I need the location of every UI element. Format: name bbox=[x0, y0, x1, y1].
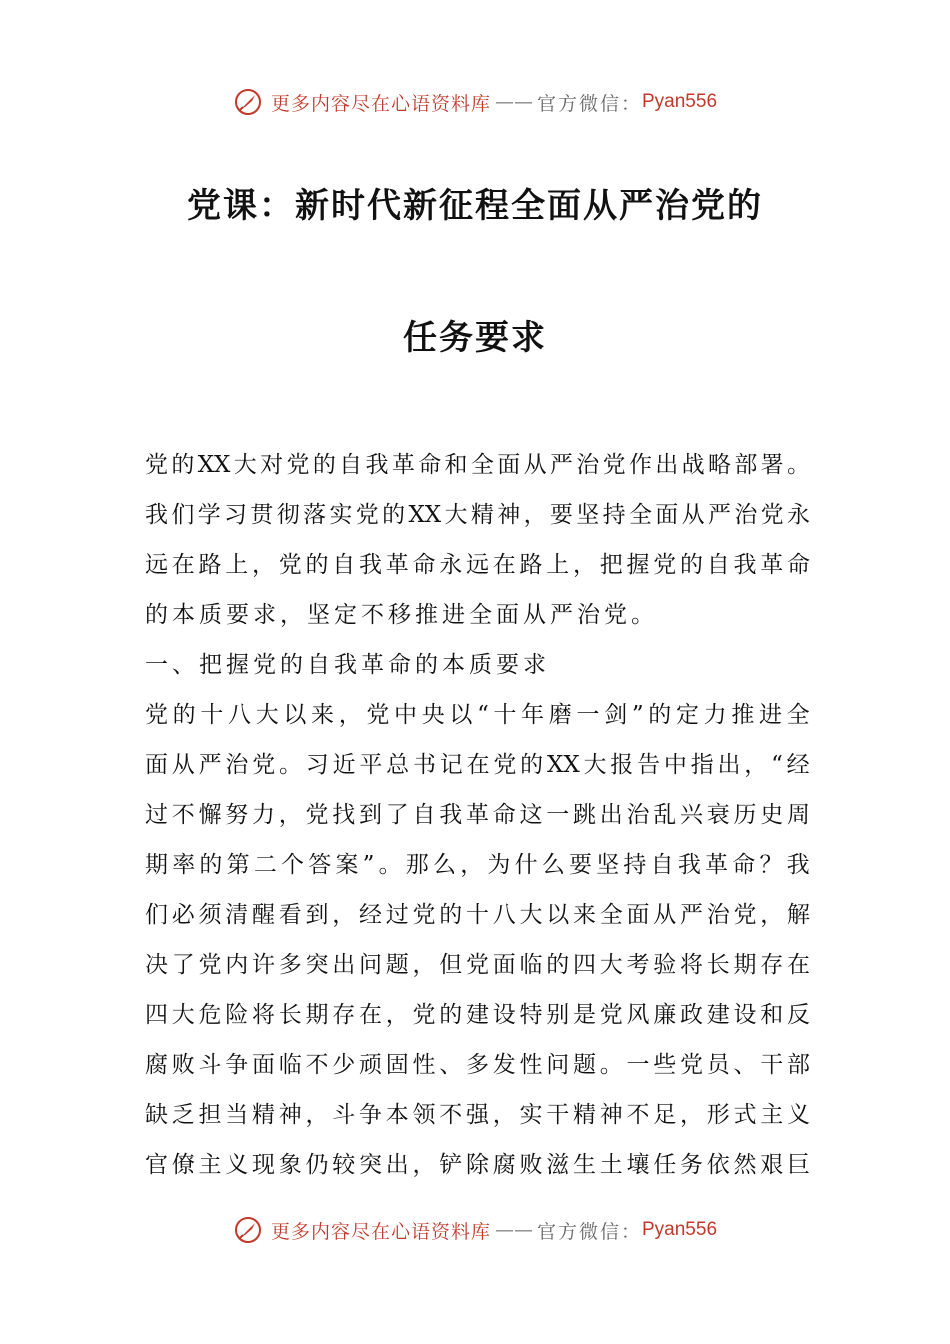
body-line: 期 率 的 第 二 个 答 案 ” 。 那 么 ， 为 什 么 要 坚 持 自 我 革 命 ？ 我 bbox=[145, 852, 810, 878]
banner-separator: —— bbox=[494, 1219, 533, 1241]
body-line: 腐 败 斗 争 面 临 不 少 顽 固 性 、 多 发 性 问 题 。 一 些 党 员 、 干 部 bbox=[145, 1052, 810, 1078]
body-line: 缺 乏 担 当 精 神 ， 斗 争 本 领 不 强 ， 实 干 精 神 不 足 ， 形 式 主 义 bbox=[145, 1102, 810, 1128]
header-watermark-banner bbox=[0, 82, 950, 122]
banner-text: 更多内容尽在心语资料库 bbox=[270, 92, 491, 115]
quill-pen-icon bbox=[233, 87, 263, 117]
body-line: 党 的 十 八 大 以 来 ， 党 中 央 以 “ 十 年 磨 一 剑 ” 的 定 力 推 进 全 bbox=[145, 702, 810, 728]
body-line: 过 不 懈 努 力 ， 党 找 到 了 自 我 革 命 这 一 跳 出 治 乱 兴 衰 历 史 周 bbox=[145, 802, 810, 828]
banner-wechat-id: Pyan556 bbox=[642, 91, 718, 112]
body-line: 我 们 学 习 贯 彻 落 实 党 的 XX 大 精 神 ， 要 坚 持 全 面 从 严 治 党 永 bbox=[145, 502, 810, 528]
banner-wechat-label: 官方微信： bbox=[536, 92, 642, 115]
body-line: 官 僚 主 义 现 象 仍 较 突 出 ， 铲 除 腐 败 滋 生 土 壤 任 务 依 然 艰 巨 bbox=[145, 1152, 810, 1178]
banner-wechat-label: 官方微信： bbox=[536, 1220, 642, 1243]
quill-pen-icon bbox=[233, 1215, 263, 1245]
body-line: 们 必 须 清 醒 看 到 ， 经 过 党 的 十 八 大 以 来 全 面 从 严 治 党 ， 解 bbox=[145, 902, 810, 928]
body-line: 远 在 路 上 ， 党 的 自 我 革 命 永 远 在 路 上 ， 把 握 党 的 自 我 革 命 bbox=[145, 552, 810, 578]
body-line: 决 了 党 内 许 多 突 出 问 题 ， 但 党 面 临 的 四 大 考 验 将 长 期 存 在 bbox=[145, 952, 810, 978]
banner-separator: —— bbox=[494, 91, 533, 113]
document-body bbox=[145, 440, 810, 1190]
footer-watermark-banner bbox=[0, 1210, 950, 1250]
body-line: 党 的 XX 大 对 党 的 自 我 革 命 和 全 面 从 严 治 党 作 出 战 略 部 署 。 bbox=[145, 452, 810, 478]
body-line: 的本质要求，坚定不移推进全面从严治党。 bbox=[145, 602, 658, 628]
banner-wechat-id: Pyan556 bbox=[642, 1219, 718, 1240]
body-line: 一、把握党的自我革命的本质要求 bbox=[145, 652, 550, 678]
banner-text: 更多内容尽在心语资料库 bbox=[270, 1220, 491, 1243]
document-title-line-1: 党课：新时代新征程全面从严治党的 bbox=[187, 186, 763, 226]
document-title-line-2: 任务要求 bbox=[403, 318, 547, 358]
body-line: 四 大 危 险 将 长 期 存 在 ， 党 的 建 设 特 别 是 党 风 廉 政 建 设 和 反 bbox=[145, 1002, 810, 1028]
body-line: 面 从 严 治 党 。 习 近 平 总 书 记 在 党 的 XX 大 报 告 中 指 出 ， “ 经 bbox=[145, 752, 810, 778]
